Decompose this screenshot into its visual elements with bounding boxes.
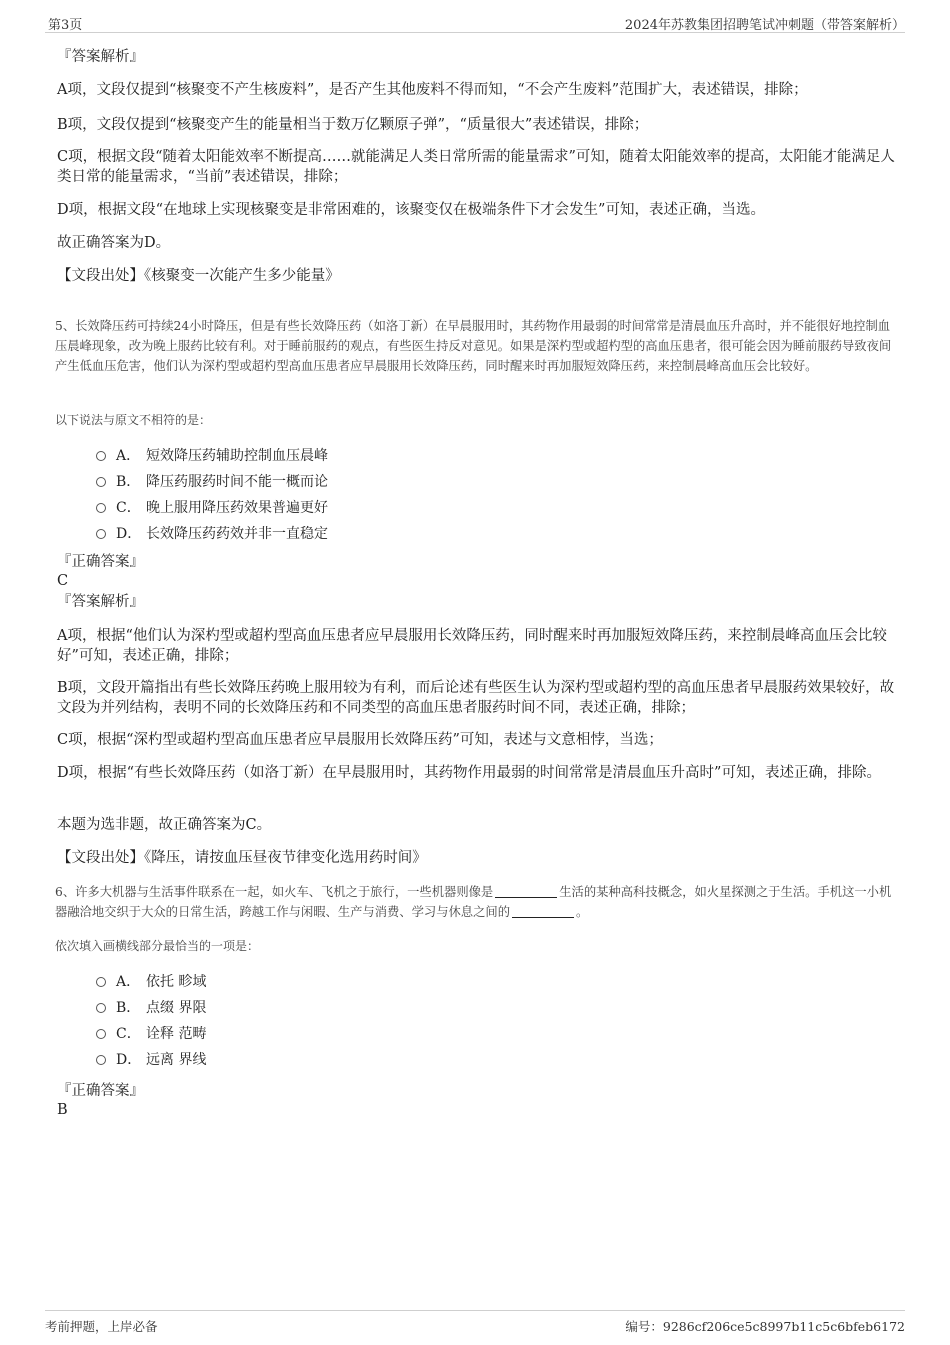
option-letter: C． [116, 1026, 141, 1042]
radio-icon[interactable] [96, 1055, 106, 1065]
fill-blank-2 [512, 905, 574, 918]
q6-option-d[interactable] [96, 1050, 206, 1070]
q4-analysis-c: C项，根据文段“随着太阳能效率不断提高……就能满足人类日常所需的能量需求”可知，随着太阳能效率的提高，太阳能才能满足人类日常的能量需求，“当前”表述错误，排除； [57, 149, 895, 185]
option-text: 点缀 界限 [146, 1000, 207, 1016]
option-text: 短效降压药辅助控制血压晨峰 [146, 448, 328, 464]
code-label: 编号： [625, 1319, 663, 1334]
fill-blank-1 [495, 885, 557, 898]
q5-analysis-a: A项，根据“他们认为深杓型或超杓型高血压患者应早晨服用长效降压药，同时醒来时再加服短效降压药，来控制晨峰高血压会比较好”可知，表述正确，排除； [57, 628, 887, 664]
q5-option-d[interactable] [96, 524, 328, 544]
page-header [45, 14, 905, 33]
option-text: 晚上服用降压药效果普遍更好 [146, 500, 328, 516]
radio-icon[interactable] [96, 477, 106, 487]
q4-conclusion: 故正确答案为D。 [57, 235, 171, 251]
q4-analysis-b: B项，文段仅提到“核聚变产生的能量相当于数万亿颗原子弹”，“质量很大”表述错误，排除； [57, 117, 649, 133]
q6-option-a[interactable] [96, 972, 206, 992]
q6-stem-part: 6、许多大机器与生活事件联系在一起，如火车、飞机之于旅行，一些机器则像是 [55, 885, 494, 899]
q5-option-b[interactable] [96, 472, 328, 492]
q5-option-c[interactable] [96, 498, 328, 518]
radio-icon[interactable] [96, 503, 106, 513]
q5-prompt: 以下说法与原文不相符的是： [55, 413, 212, 427]
q5-conclusion: 本题为选非题，故正确答案为C。 [57, 817, 272, 833]
radio-icon[interactable] [96, 451, 106, 461]
document-code [625, 1317, 905, 1335]
q4-source: 【文段出处】《核聚变一次能产生多少能量》 [57, 268, 340, 284]
q6-prompt: 依次填入画横线部分最恰当的一项是： [55, 939, 260, 953]
q5-analysis-d: D项，根据“有些长效降压药（如洛丁新）在早晨服用时，其药物作用最弱的时间常常是清晨血压升高时”可知，表述正确，排除。 [57, 765, 881, 781]
page-footer [45, 1310, 905, 1335]
radio-icon[interactable] [96, 1029, 106, 1039]
q4-analysis-a: A项，文段仅提到“核聚变不产生核废料”，是否产生其他废料不得而知，“不会产生废料”范围扩大，表述错误，排除； [57, 82, 808, 98]
q6-stem [55, 882, 897, 922]
option-letter: D． [116, 1052, 142, 1068]
q5-analysis-title: 『答案解析』 [57, 594, 144, 610]
option-text: 长效降压药药效并非一直稳定 [146, 526, 328, 542]
q5-stem: 5、长效降压药可持续24小时降压，但是有些长效降压药（如洛丁新）在早晨服用时，其药物作用最弱的时间常常是清晨血压升高时，并不能很好地控制血压晨峰现象，改为晚上服药比较有利。对于睡前服药的观点，有些医生持反对意见。如果是深杓型或超杓型的高血压患者，很可能会因为睡前服药导致夜间产生低血压危害，他们认为深杓型或超杓型高血压患者应早晨服用长效降压药，同时醒来时再加服短效降压药，来控制晨峰高血压会比较好。 [55, 319, 892, 373]
page-number: 第3页 [48, 18, 83, 33]
option-letter: D． [116, 526, 142, 542]
radio-icon[interactable] [96, 977, 106, 987]
q6-stem-part: 机这一小机器融洽地交织于大众的日常生活，跨越工作与闲暇、生产与消费、学习与休息之间的 [55, 885, 892, 919]
option-text: 依托 畛域 [146, 974, 207, 990]
q4-analysis-d: D项，根据文段“在地球上实现核聚变是非常困难的，该聚变仅在极端条件下才会发生”可知，表述正确，当选。 [57, 202, 765, 218]
q5-analysis-c: C项，根据“深杓型或超杓型高血压患者应早晨服用长效降压药”可知，表述与文意相悖，当选； [57, 732, 663, 748]
footer-slogan: 考前押题，上岸必备 [45, 1319, 158, 1334]
option-letter: C． [116, 500, 141, 516]
q5-analysis-b: B项，文段开篇指出有些长效降压药晚上服用较为有利，而后论述有些医生认为深杓型或超杓型的高血压患者早晨服药效果较好，故文段为并列结构，表明不同的长效降压药和不同类型的高血压患者服药时间不同，表述正确，排除； [57, 680, 895, 716]
q4-analysis-title: 『答案解析』 [57, 49, 144, 65]
option-letter: B． [116, 1000, 141, 1016]
option-text: 降压药服药时间不能一概而论 [146, 474, 328, 490]
q5-option-a[interactable] [96, 446, 328, 466]
option-letter: B． [116, 474, 141, 490]
option-letter: A． [116, 974, 141, 990]
radio-icon[interactable] [96, 1003, 106, 1013]
q6-stem-part: 。 [576, 905, 589, 919]
document-title: 2024年苏教集团招聘笔试冲刺题（带答案解析） [624, 18, 905, 33]
option-text: 远离 界线 [146, 1052, 207, 1068]
q6-answer-title: 『正确答案』 [57, 1083, 144, 1099]
q5-answer: C [57, 573, 69, 589]
option-text: 诠释 范畴 [146, 1026, 207, 1042]
q5-answer-title: 『正确答案』 [57, 554, 144, 570]
option-letter: A． [116, 448, 141, 464]
q6-option-b[interactable] [96, 998, 206, 1018]
code-value: 9286cf206ce5c8997b11c5c6bfeb6172 [662, 1319, 905, 1334]
radio-icon[interactable] [96, 529, 106, 539]
q6-option-c[interactable] [96, 1024, 206, 1044]
q6-answer: B [57, 1102, 68, 1118]
q6-stem-part: 生活的某种高科技概念，如火星探测之于生活。手 [559, 885, 830, 899]
q5-source: 【文段出处】《降压，请按血压昼夜节律变化选用药时间》 [57, 850, 427, 866]
